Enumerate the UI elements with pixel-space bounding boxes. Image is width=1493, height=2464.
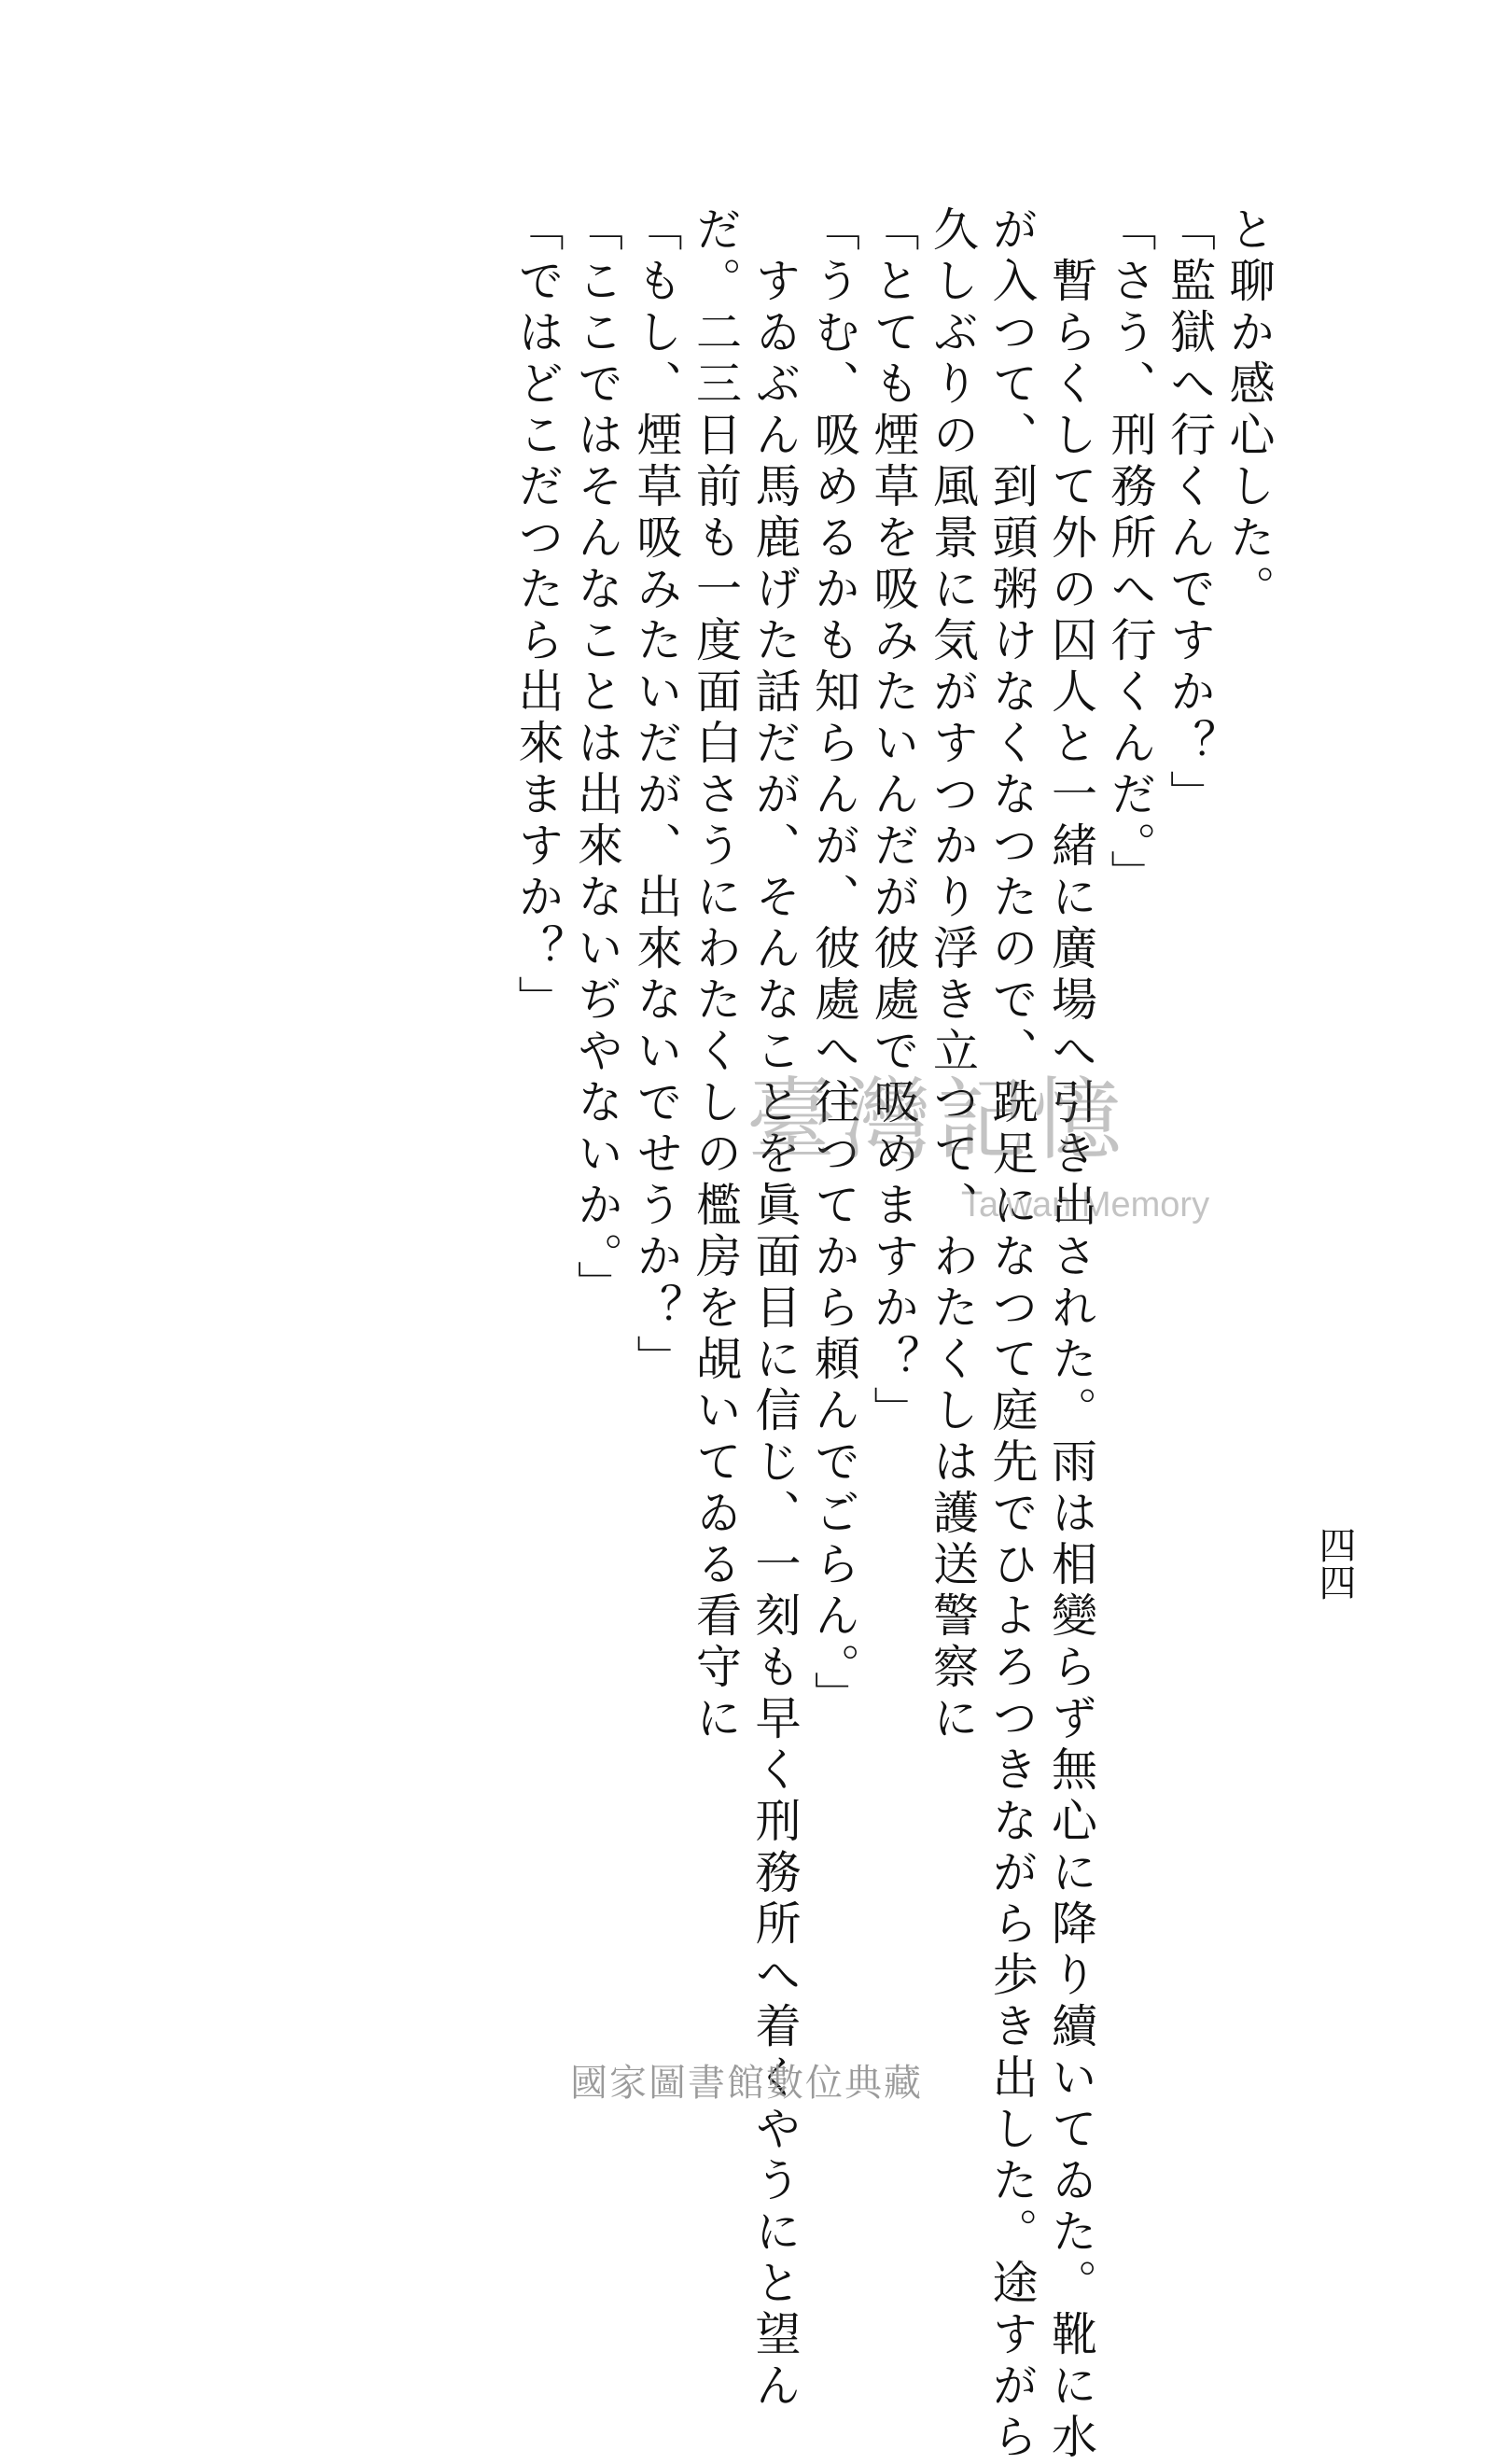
watermark-title: 臺灣記憶 <box>746 1068 1127 1172</box>
text-line: 「とても煙草を吸みたいんだが彼處で吸めますか？」 <box>867 205 920 1437</box>
text-line: が入つて、到頭粥けなくなつたので、跣足になつて庭先でひよろつきながら歩き出した。途すがら <box>985 205 1039 2464</box>
text-line: 「監獄へ行くんですか？」 <box>1163 205 1217 821</box>
text-line: 「ではどこだつたら出來ますか？」 <box>511 205 565 1027</box>
text-line: 「もし、煙草吸みたいだが、出來ないでせうか？」 <box>630 205 683 1386</box>
page-number: 四四 <box>1313 1526 1356 1601</box>
text-line: 「うむ、吸めるかも知らんが、彼處へ往つてから頼んでごらん。」 <box>807 205 861 1723</box>
text-line: 「さう、刑務所へ行くんだ。」 <box>1104 205 1157 902</box>
text-line: 久しぶりの風景に気がすつかり浮き立つて、わたくしは護送警察に <box>926 205 980 1745</box>
footer-credit: 國家圖書館數位典藏 <box>570 2062 923 2105</box>
text-line: 暫らくして外の囚人と一緒に廣場へ引き出された。雨は相變らず無心に降り續いてゐた。靴に水 <box>1044 205 1098 2464</box>
text-line: 「ここではそんなことは出來ないぢやないか。」 <box>570 205 624 1312</box>
text-line: すゐぶん馬鹿げた話だが、そんなことを眞面目に信じ、一刻も早く刑務所へ着くやうにと望ん <box>748 205 802 2413</box>
text-line: だ。二三日前も一度面白さうにわたくしの檻房を覘いてゐる看守に <box>689 205 743 1745</box>
watermark-subtitle: Taiwan Memory <box>961 1185 1210 1225</box>
text-line: と聊か感心した。 <box>1222 205 1276 616</box>
